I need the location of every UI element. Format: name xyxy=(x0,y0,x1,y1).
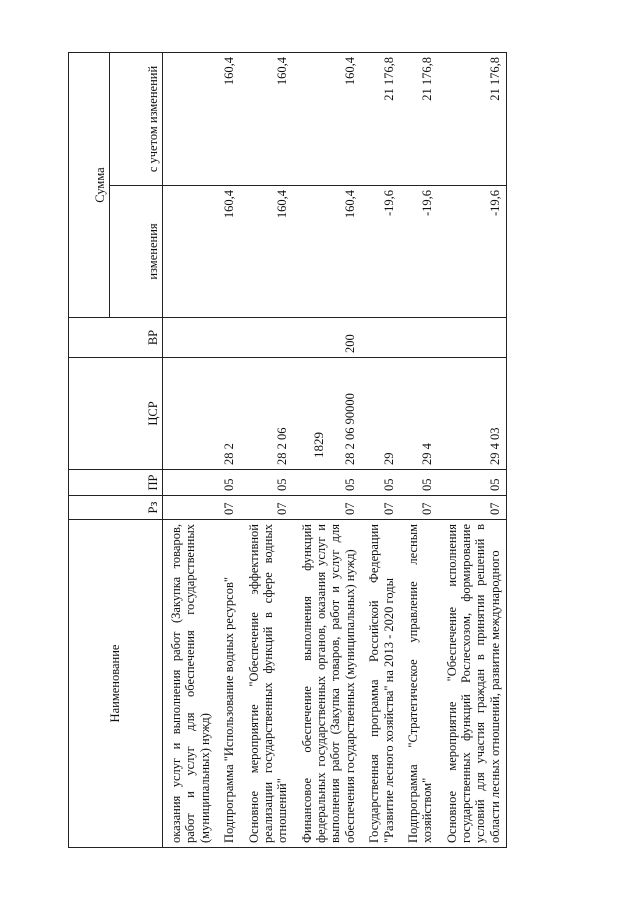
row-rz: 07 xyxy=(216,496,240,520)
table-body xyxy=(163,53,507,848)
table-row xyxy=(216,53,240,848)
row-name: Финансовое обеспечение выполнения функций федеральных государственных органов, оказания услуг и выполнения работ (Закупка товаров, работ и услуг для обеспечения государственных (муниципальных) нужд) xyxy=(294,520,362,848)
row-total xyxy=(163,53,217,186)
row-csr: 28 2 06 xyxy=(241,358,294,470)
row-csr xyxy=(163,358,217,470)
row-name: Государственная программа Российской Федерации "Развитие лесного хозяйства" на 2013 - 2020 годы xyxy=(361,520,400,848)
header-change: изменения xyxy=(110,186,163,318)
row-pr: 05 xyxy=(241,470,294,496)
row-total: 160,4 xyxy=(294,53,362,186)
table-row xyxy=(361,53,400,848)
table-row xyxy=(400,53,439,848)
header-rz: Рз xyxy=(69,496,163,520)
row-pr: 05 xyxy=(294,470,362,496)
row-pr: 05 xyxy=(439,470,507,496)
row-vr xyxy=(241,318,294,358)
row-change: -19,6 xyxy=(361,186,400,318)
row-rz xyxy=(163,496,217,520)
row-rz: 07 xyxy=(294,496,362,520)
row-csr: 28 2 xyxy=(216,358,240,470)
row-total: 21 176,8 xyxy=(361,53,400,186)
row-vr xyxy=(400,318,439,358)
row-change: -19,6 xyxy=(439,186,507,318)
row-csr: 28 2 06 90000 xyxy=(294,358,362,470)
row-total: 160,4 xyxy=(241,53,294,186)
row-change xyxy=(163,186,217,318)
row-rz: 07 xyxy=(241,496,294,520)
table-row xyxy=(163,53,217,848)
row-vr xyxy=(361,318,400,358)
row-name: Основное мероприятие "Обеспечение исполнения государственных функций Рослесхозом, формирование условий для участия граждан в принятии решений в области лесных отношений, развитие международного xyxy=(439,520,507,848)
row-vr xyxy=(216,318,240,358)
row-name: Подпрограмма "Стратегическое управление лесным хозяйством" xyxy=(400,520,439,848)
row-change: 160,4 xyxy=(241,186,294,318)
row-change: 160,4 xyxy=(216,186,240,318)
header-vr: ВР xyxy=(69,318,163,358)
row-rz: 07 xyxy=(400,496,439,520)
table-row xyxy=(294,53,362,848)
table-header xyxy=(69,53,163,848)
row-rz: 07 xyxy=(361,496,400,520)
row-vr xyxy=(163,318,217,358)
row-pr: 05 xyxy=(361,470,400,496)
row-csr: 29 4 xyxy=(400,358,439,470)
row-total: 21 176,8 xyxy=(439,53,507,186)
row-total: 21 176,8 xyxy=(400,53,439,186)
header-with-change: с учетом изменений xyxy=(110,53,163,186)
row-pr xyxy=(163,470,217,496)
row-pr: 05 xyxy=(400,470,439,496)
budget-table xyxy=(68,52,507,848)
row-total: 160,4 xyxy=(216,53,240,186)
row-change: -19,6 xyxy=(400,186,439,318)
row-name: Подпрограмма "Использование водных ресурсов" xyxy=(216,520,240,848)
page-number: 1829 xyxy=(311,432,326,458)
row-change: 160,4 xyxy=(294,186,362,318)
row-csr: 29 4 03 xyxy=(439,358,507,470)
row-name: Основное мероприятие "Обеспечение эффективной реализации государственных функций в сфере водных отношений" xyxy=(241,520,294,848)
row-rz: 07 xyxy=(439,496,507,520)
row-vr xyxy=(439,318,507,358)
row-name: оказания услуг и выполнения работ (Закупка товаров, работ и услуг для обеспечения государственных (муниципальных) нужд) xyxy=(163,520,217,848)
table-row xyxy=(439,53,507,848)
header-pr: ПР xyxy=(69,470,163,496)
header-csr: ЦСР xyxy=(69,358,163,470)
rotated-table-page xyxy=(68,53,588,848)
header-sum: Сумма xyxy=(69,53,110,318)
row-csr: 29 xyxy=(361,358,400,470)
table-row xyxy=(241,53,294,848)
row-vr: 200 xyxy=(294,318,362,358)
header-name: Наименование xyxy=(69,520,163,848)
row-pr: 05 xyxy=(216,470,240,496)
